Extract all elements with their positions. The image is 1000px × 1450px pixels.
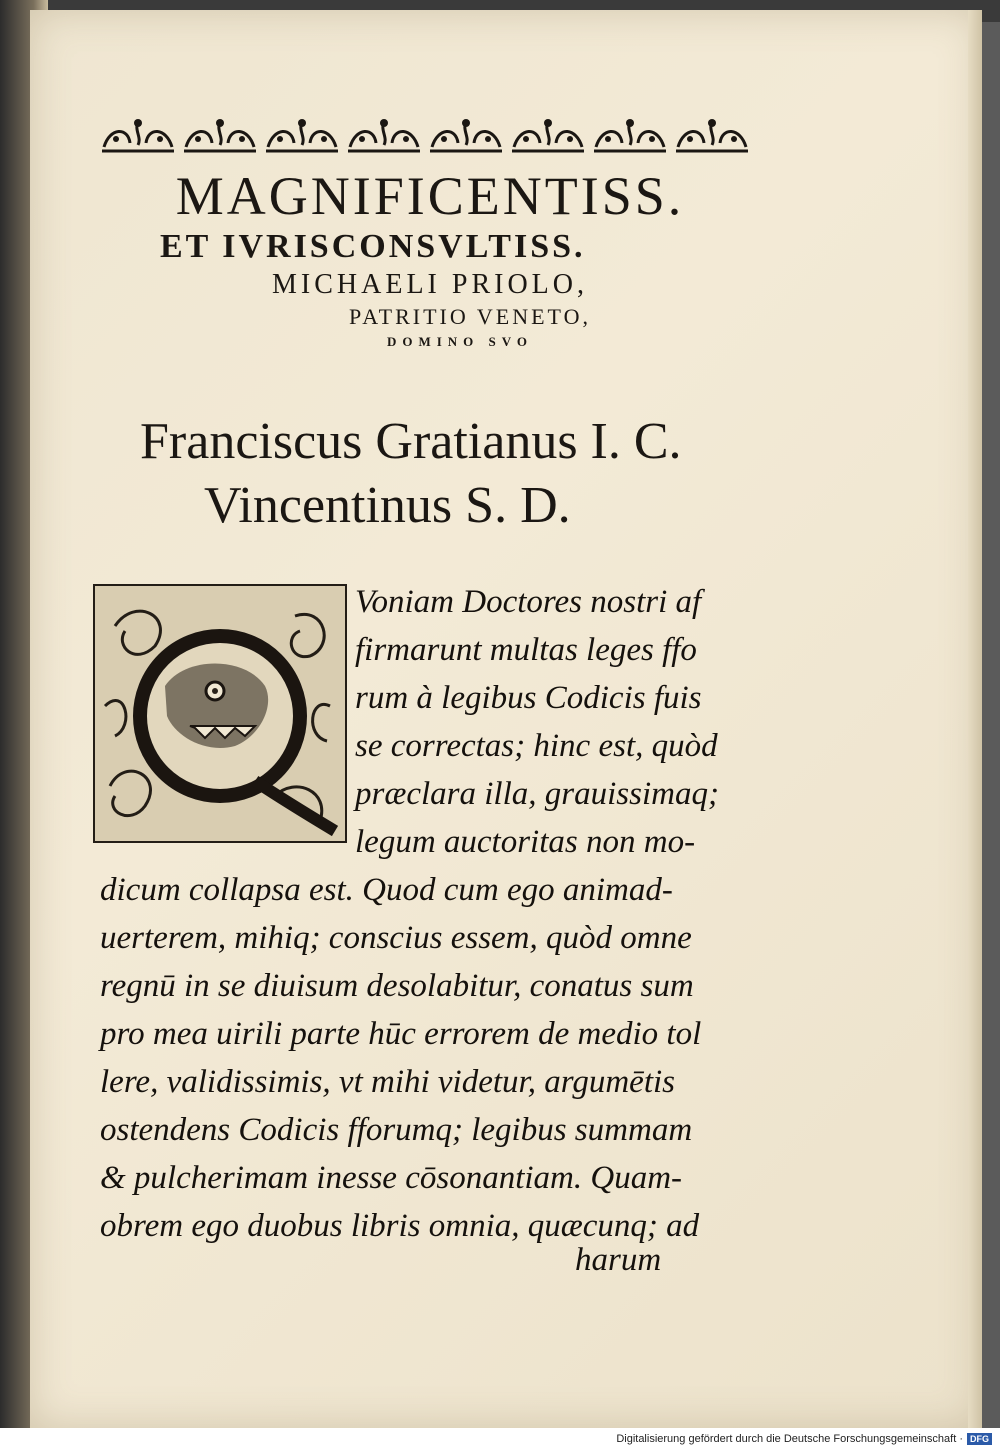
text-line: dicum collapsa est. Quod cum ego animad- — [100, 872, 673, 908]
salutation-line-2: Vincentinus S. D. — [204, 477, 571, 534]
text-line: firmarunt multas leges ffo — [355, 632, 697, 668]
floral-vignette-icon — [592, 115, 668, 155]
floral-vignette-icon — [346, 115, 422, 155]
dedication-title — [90, 166, 770, 352]
floral-vignette-icon — [182, 115, 258, 155]
floral-vignette-icon — [674, 115, 750, 155]
footer-credit — [0, 1428, 1000, 1450]
text-line: pro mea uirili parte hūc errorem de medio tol — [100, 1016, 702, 1052]
text-line: Voniam Doctores nostri af — [355, 584, 702, 620]
header-ornament — [100, 112, 750, 158]
title-line-3: MICHAELI PRIOLO, — [272, 269, 588, 300]
text-line: se correctas; hinc est, quòd — [355, 728, 718, 764]
text-line: præclara illa, grauissimaq; — [355, 776, 719, 812]
footer-text: Digitalisierung gefördert durch die Deutsche Forschungsgemeinschaft · — [616, 1433, 963, 1445]
title-line-1: MAGNIFICENTISS. — [175, 166, 685, 226]
title-line-5: DOMINO SVO — [386, 334, 534, 349]
title-line-2: ET IVRISCONSVLTISS. — [160, 228, 586, 265]
title-line-4: PATRITIO VENETO, — [349, 304, 591, 329]
salutation — [140, 410, 682, 538]
text-line: rum à legibus Codicis fuis — [355, 680, 702, 716]
text-line: & pulcherimam inesse cōsonantiam. Quam- — [100, 1160, 683, 1196]
floral-vignette-icon — [264, 115, 340, 155]
text-line: lere, validissimis, vt mihi videtur, argumētis — [100, 1064, 676, 1100]
dfg-logo-icon: DFG — [967, 1433, 992, 1445]
text-line: uerterem, mihiq; conscius essem, quòd omne — [100, 920, 692, 956]
body-text — [100, 578, 770, 1250]
text-line: obrem ego duobus libris omnia, quæcunq; ad — [100, 1208, 700, 1244]
floral-vignette-icon — [100, 115, 176, 155]
floral-vignette-icon — [428, 115, 504, 155]
floral-vignette-icon — [510, 115, 586, 155]
salutation-line-1: Franciscus Gratianus I. C. — [140, 413, 682, 470]
page-edge — [968, 10, 982, 1428]
text-line: legum auctoritas non mo- — [355, 824, 696, 860]
text-line: regnū in se diuisum desolabitur, conatus sum — [100, 968, 694, 1004]
catchword: harum — [575, 1242, 662, 1278]
text-line: ostendens Codicis fforumq; legibus summam — [100, 1112, 693, 1148]
